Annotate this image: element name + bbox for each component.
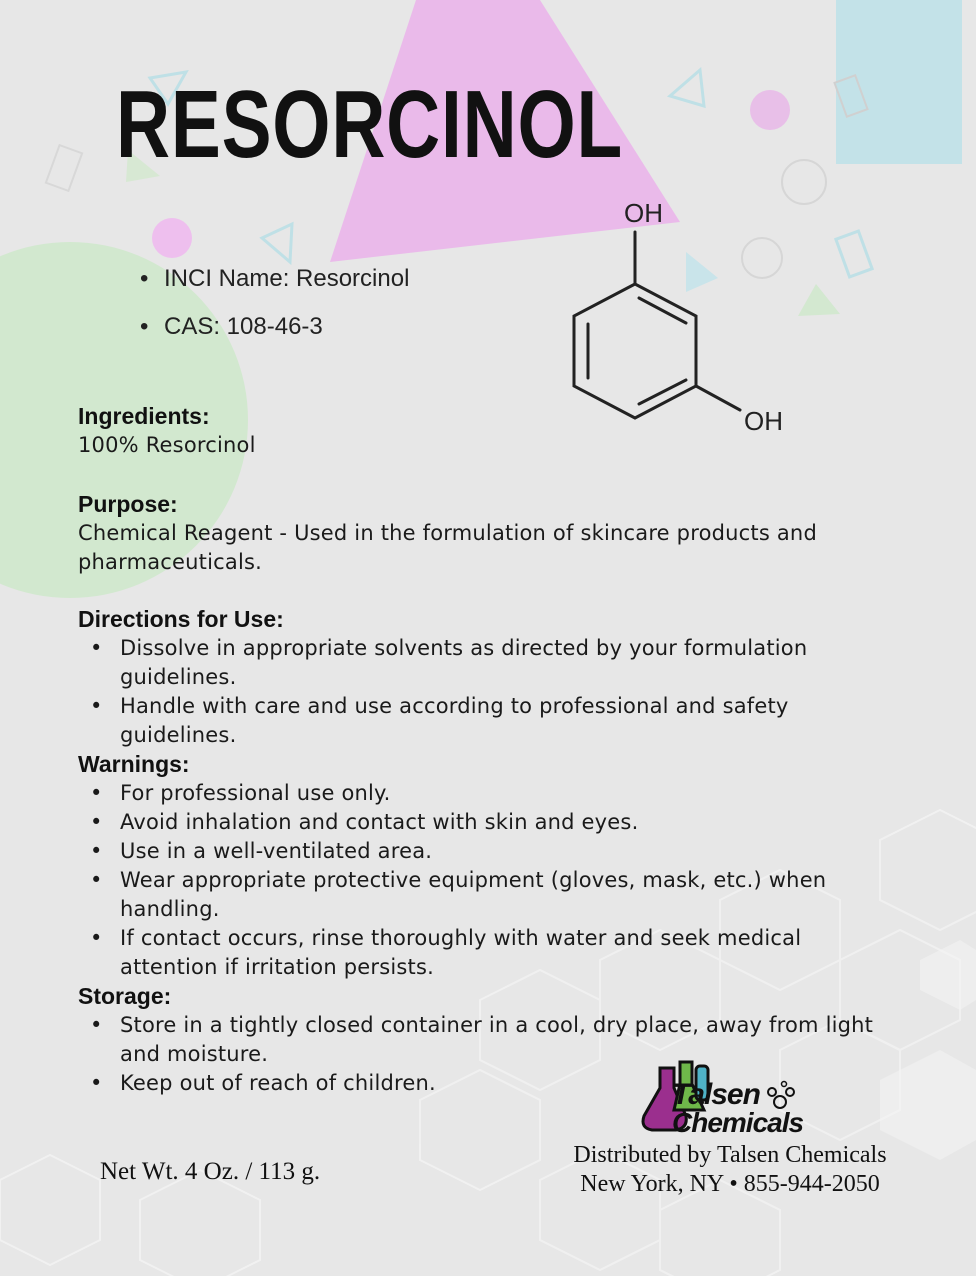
warnings-heading: Warnings: bbox=[78, 751, 190, 777]
storage-heading: Storage: bbox=[78, 983, 172, 1009]
ingredients-section bbox=[78, 402, 878, 460]
purpose-heading: Purpose: bbox=[78, 491, 178, 517]
list-item: • Avoid inhalation and contact with skin and eyes. bbox=[78, 808, 868, 837]
list-item: • Store in a tightly closed container in a cool, dry place, away from light and moisture. bbox=[78, 1011, 908, 1069]
distributor-info bbox=[558, 1141, 902, 1199]
purpose-section bbox=[78, 490, 868, 577]
inci-name: • INCI Name: Resorcinol bbox=[140, 264, 409, 294]
logo-wordmark-line1: Talsen bbox=[672, 1078, 760, 1111]
ingredients-text: 100% Resorcinol bbox=[78, 433, 256, 457]
warnings-list bbox=[78, 779, 868, 982]
list-item: • Keep out of reach of children. bbox=[78, 1069, 908, 1098]
list-item: • Dissolve in appropriate solvents as directed by your formulation guidelines. bbox=[78, 634, 848, 692]
directions-heading: Directions for Use: bbox=[78, 606, 284, 632]
list-item: • For professional use only. bbox=[78, 779, 868, 808]
directions-section bbox=[78, 605, 848, 750]
list-item: • Use in a well-ventilated area. bbox=[78, 837, 868, 866]
list-item: • Handle with care and use according to professional and safety guidelines. bbox=[78, 692, 848, 750]
hydroxyl-bottom-label: OH bbox=[744, 406, 783, 436]
product-title: RESORCINOL bbox=[116, 71, 624, 178]
cas-number: • CAS: 108-46-3 bbox=[140, 312, 409, 342]
net-weight: Net Wt. 4 Oz. / 113 g. bbox=[100, 1158, 321, 1185]
distributor-line: Distributed by Talsen Chemicals bbox=[573, 1142, 887, 1168]
hydroxyl-top-label: OH bbox=[624, 198, 663, 228]
warnings-section bbox=[78, 750, 868, 982]
purpose-text: Chemical Reagent - Used in the formulation of skincare products and pharmaceuticals. bbox=[78, 521, 817, 574]
label-body bbox=[78, 402, 878, 1098]
ingredients-heading: Ingredients: bbox=[78, 403, 210, 429]
list-item: • If contact occurs, rinse thoroughly with water and seek medical attention if irritation persists. bbox=[78, 924, 868, 982]
logo-wordmark-line2: Chemicals bbox=[672, 1107, 804, 1138]
directions-list bbox=[78, 634, 848, 750]
identifier-list bbox=[140, 264, 409, 360]
distributor-address: New York, NY • 855-944-2050 bbox=[580, 1171, 880, 1197]
list-item: • Wear appropriate protective equipment (gloves, mask, etc.) when handling. bbox=[78, 866, 868, 924]
